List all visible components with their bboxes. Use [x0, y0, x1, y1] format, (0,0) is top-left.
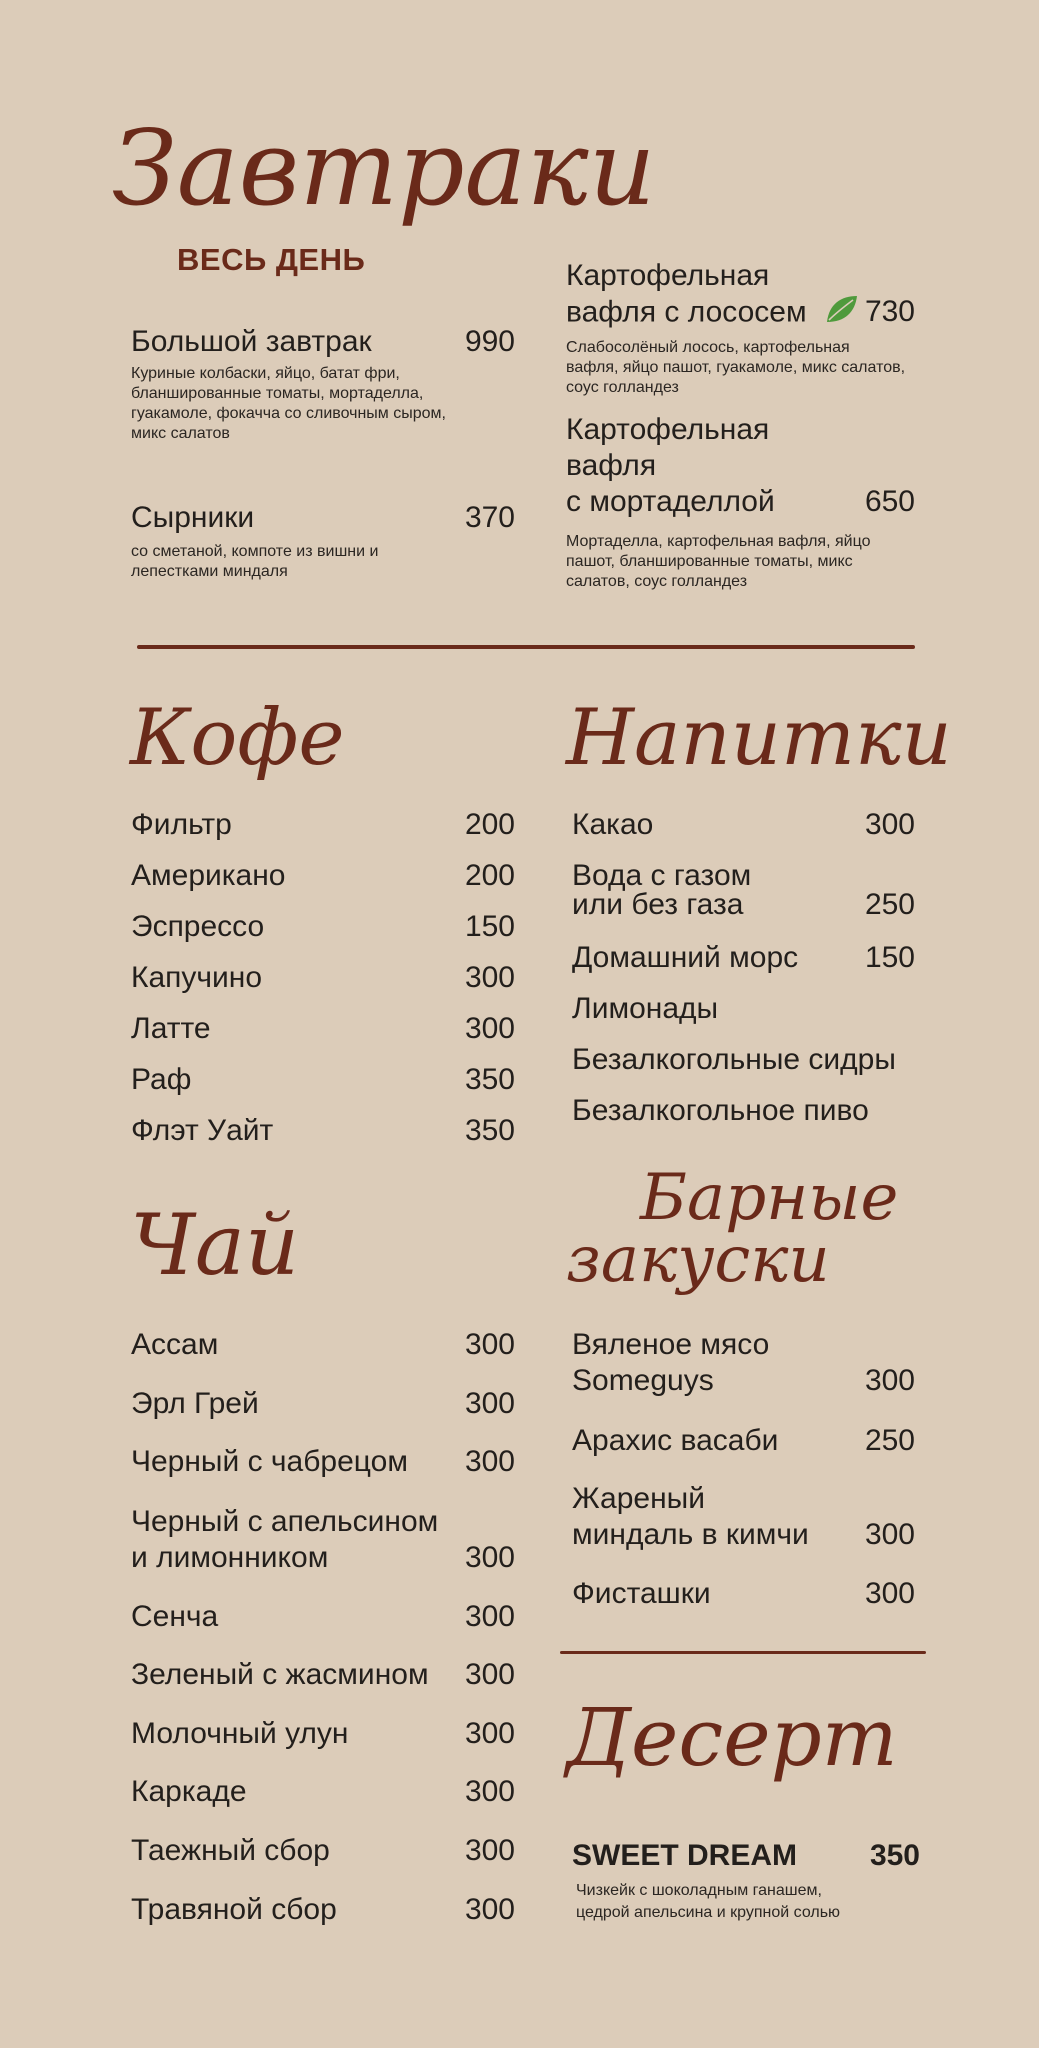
waffle-salmon-name-line2 — [566, 294, 859, 333]
mors-price: 150 — [864, 941, 915, 974]
tea-item-price: 300 — [464, 1658, 515, 1691]
jerky-price: 300 — [864, 1364, 915, 1397]
water-name-line2: или без газа — [572, 888, 744, 921]
tea-item-price: 300 — [464, 1445, 515, 1478]
snacks-title-line2: закуски — [566, 1223, 830, 1297]
tea-item-price: 300 — [464, 1600, 515, 1633]
pistachio-name: Фисташки — [572, 1577, 711, 1610]
tea-orange-name-line1: Черный с апельсином — [131, 1505, 439, 1538]
syrniki-name: Сырники — [131, 501, 255, 534]
drinks-title: Напитки — [566, 693, 952, 783]
dessert-desc-line1: Чизкейк с шоколадным ганашем, — [576, 1882, 822, 1899]
coffee-item-name: Эспрессо — [131, 910, 265, 943]
coffee-title: Кофе — [130, 693, 345, 783]
breakfast-subtitle: ВЕСЬ ДЕНЬ — [177, 242, 366, 277]
tea-orange-name-line2: и лимонником — [131, 1541, 329, 1574]
coffee-item-name: Флэт Уайт — [131, 1114, 274, 1147]
big-breakfast-price: 990 — [464, 325, 515, 358]
dessert-desc-line2: цедрой апельсина и крупной солью — [576, 1904, 841, 1921]
tea-item-price: 300 — [464, 1893, 515, 1926]
waffle-salmon-name-text: вафля с лососем — [566, 295, 807, 329]
pistachio-price: 300 — [864, 1577, 915, 1610]
waffle-mortadella-name-line2: вафля — [566, 449, 657, 482]
dessert-title: Десерт — [566, 1691, 898, 1784]
coffee-item-price: 200 — [464, 859, 515, 892]
coffee-item-name: Латте — [131, 1012, 211, 1045]
jerky-name-line2: Someguys — [572, 1364, 714, 1397]
tea-item-name: Ассам — [131, 1328, 219, 1361]
jerky-name-line1: Вяленое мясо — [572, 1328, 770, 1361]
coffee-item-name: Фильтр — [131, 808, 232, 841]
coffee-item-price: 350 — [464, 1114, 515, 1147]
coffee-item-name: Капучино — [131, 961, 263, 994]
breakfast-title: Завтраки — [112, 107, 656, 229]
waffle-salmon-desc: Слабосолёный лосось, картофельная вафля, яйцо пашот, гуакамоле, микс салатов, соус голландез — [566, 339, 906, 396]
waffle-mortadella-desc: Мортаделла, картофельная вафля, яйцо пашот, бланшированные томаты, микс салатов, соус голландез — [566, 533, 871, 590]
tea-item-name: Черный с чабрецом — [131, 1445, 408, 1478]
coffee-item-name: Американо — [131, 859, 286, 892]
coffee-item-price: 300 — [464, 1012, 515, 1045]
lemonades-name: Лимонады — [572, 992, 719, 1025]
tea-item-name: Травяной сбор — [131, 1893, 337, 1926]
tea-item-price: 300 — [464, 1387, 515, 1420]
peanut-name: Арахис васаби — [572, 1424, 779, 1457]
almond-name-line1: Жареный — [572, 1482, 705, 1515]
tea-item-name: Зеленый с жасмином — [131, 1658, 429, 1691]
tea-item-price: 300 — [464, 1834, 515, 1867]
waffle-mortadella-price: 650 — [864, 485, 915, 518]
dessert-name: SWEET DREAM — [572, 1839, 797, 1872]
syrniki-desc: со сметаной, компоте из вишни и лепестками миндаля — [131, 543, 379, 580]
syrniki-price: 370 — [464, 501, 515, 534]
tea-item-name: Каркаде — [131, 1775, 247, 1808]
cocoa-price: 300 — [864, 808, 915, 841]
mors-name: Домашний морс — [572, 941, 799, 974]
coffee-item-price: 350 — [464, 1063, 515, 1096]
waffle-mortadella-name-line3: с мортаделлой — [566, 485, 775, 518]
water-price: 250 — [864, 888, 915, 921]
coffee-item-price: 150 — [464, 910, 515, 943]
tea-item-price: 300 — [464, 1328, 515, 1361]
tea-item-name: Эрл Грей — [131, 1387, 259, 1420]
dessert-price: 350 — [869, 1839, 920, 1872]
ciders-name: Безалкогольные сидры — [572, 1043, 896, 1076]
water-name-line1: Вода с газом — [572, 859, 752, 892]
waffle-mortadella-name-line1: Картофельная — [566, 413, 770, 446]
coffee-item-price: 300 — [464, 961, 515, 994]
cocoa-name: Какао — [572, 808, 654, 841]
waffle-salmon-price: 730 — [864, 295, 915, 328]
tea-item-name: Сенча — [131, 1600, 219, 1633]
section-divider — [137, 645, 915, 649]
big-breakfast-desc: Куриные колбаски, яйцо, батат фри, бланшированные томаты, мортаделла, гуакамоле, фокачча со сливочным сыром, микс салатов — [131, 365, 446, 442]
coffee-item-name: Раф — [131, 1063, 192, 1096]
tea-item-name: Молочный улун — [131, 1717, 349, 1750]
coffee-item-price: 200 — [464, 808, 515, 841]
big-breakfast-name: Большой завтрак — [131, 325, 372, 358]
section-divider — [560, 1651, 926, 1654]
waffle-salmon-name-line1: Картофельная — [566, 259, 770, 292]
tea-item-price: 300 — [464, 1775, 515, 1808]
beer-name: Безалкогольное пиво — [572, 1094, 869, 1127]
tea-item-name: Таежный сбор — [131, 1834, 330, 1867]
tea-orange-price: 300 — [464, 1541, 515, 1574]
almond-name-line2: миндаль в кимчи — [572, 1518, 809, 1551]
almond-price: 300 — [864, 1518, 915, 1551]
peanut-price: 250 — [864, 1424, 915, 1457]
tea-title: Чай — [130, 1196, 300, 1294]
snacks-title-line1: Барные — [640, 1161, 899, 1235]
tea-item-price: 300 — [464, 1717, 515, 1750]
